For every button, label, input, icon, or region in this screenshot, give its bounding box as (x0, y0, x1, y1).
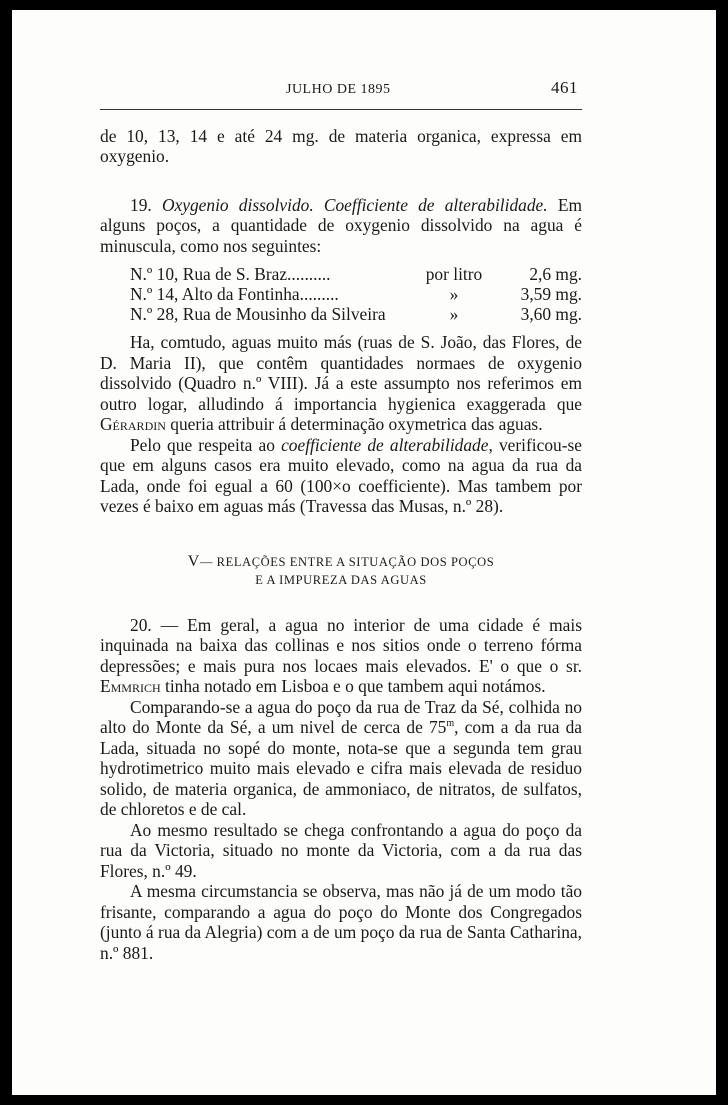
paragraph-section-19 (100, 195, 582, 257)
book-page (12, 10, 716, 1095)
well-name: N.º 28, Rua de Mousinho da Silveira (130, 304, 386, 324)
paragraph-continuation: de 10, 13, 14 e até 24 mg. de materia organica, expressa em oxygenio. (100, 125, 582, 166)
page-number: 461 (551, 78, 578, 97)
section-heading-title: — RELAÇÕES ENTRE A SITUAÇÃO DOS POÇOS (199, 554, 495, 569)
unit-superscript: m (446, 718, 455, 730)
header-date: JULHO DE 1895 (286, 82, 391, 97)
well-row (130, 284, 582, 304)
paragraph-comparando (100, 697, 582, 820)
paragraph-text: Ha, comtudo, aguas muito más (ruas de S. João, das Flores, de D. Maria II), que contêm quantidades normaes de oxygenio dissolvido (Quadro n.º VIII). Já a este assumpto nos referimos em outro logar, alludindo á importancia hygienica exaggerada que (100, 332, 582, 414)
well-name: N.º 14, Alto da Fontinha......... (130, 284, 339, 304)
running-header (100, 78, 582, 110)
section-heading-line-2: E A IMPUREZA DAS AGUAS (255, 572, 427, 587)
well-value: 2,6 mg. (529, 264, 582, 284)
paragraph-text: , com a da rua da Lada, situada no sopé do monte, nota-se que a segunda tem grau hydrotimetrico muito mais elevado e cifra mais elevada de residuo solido, de materia organica, de ammoniaco, de nitratos, de sulfatos, de chloretos e de cal. (100, 717, 582, 819)
section-heading (100, 553, 582, 589)
paragraph-text: 20. — Em geral, a agua no interior de uma cidade é mais inquinada na baixa das collinas e nos sitios onde o terreno fórma depressões; e mais pura nos locaes mais elevados. E' o que o sr. (100, 614, 582, 676)
well-name: N.º 10, Rua de S. Braz.......... (130, 264, 331, 284)
page-content (100, 78, 582, 963)
paragraph-text: Pelo que respeita ao (130, 434, 282, 455)
paragraph-text: , verificou-se que em alguns casos era muito elevado, como na agua da rua da Lada, onde foi egual a 60 (100×o coefficiente). Mas tambem por vezes é baixo em aguas más (Travessa das Musas, n.º 28). (100, 434, 582, 516)
author-name: Gérardin (100, 414, 166, 434)
paragraph-text: Comparando-se a agua do poço da rua de Traz da Sé, colhida no alto do Monte da Sé, a um nivel de cerca de 75 (100, 696, 582, 737)
well-value: 3,59 mg. (520, 284, 582, 304)
section-19-number: 19. (130, 194, 152, 215)
paragraph-ha-comtudo (100, 332, 582, 435)
section-roman-numeral: V (187, 552, 200, 570)
author-name: Emmrich (100, 676, 161, 696)
section-19-title: Oxygenio dissolvido. Coefficiente de alterabilidade. (161, 194, 548, 215)
well-row (130, 264, 582, 284)
well-row (130, 304, 582, 324)
italic-term: coefficiente de alterabilidade (281, 434, 489, 455)
paragraph-20 (100, 615, 582, 697)
section-19-text: Em alguns poços, a quantidade de oxygenio dissolvido na agua é minuscula, como nos seguintes: (100, 194, 582, 256)
paragraph-pelo-que (100, 435, 582, 517)
section-heading-line-1 (100, 553, 582, 571)
paragraph-a-mesma: A mesma circumstancia se observa, mas não já de um modo tão frisante, comparando a agua do poço do Monte dos Congregados (junto á rua da Alegria) com a de um poço da rua de Santa Catharina, n.º 881. (100, 881, 582, 963)
paragraph-ao-mesmo: Ao mesmo resultado se chega confrontando a agua do poço da rua da Victoria, situado no monte da Victoria, com a da rua das Flores, n.º 49. (100, 819, 582, 881)
well-value: 3,60 mg. (520, 304, 582, 324)
paragraph-text: queria attribuir á determinação oxymetrica das aguas. (165, 414, 543, 434)
well-unit: » (449, 284, 459, 304)
wells-list (130, 264, 582, 324)
well-unit: por litro (425, 264, 483, 284)
paragraph-text: tinha notado em Lisboa e o que tambem aqui notámos. (160, 676, 546, 696)
well-unit: » (449, 304, 459, 324)
